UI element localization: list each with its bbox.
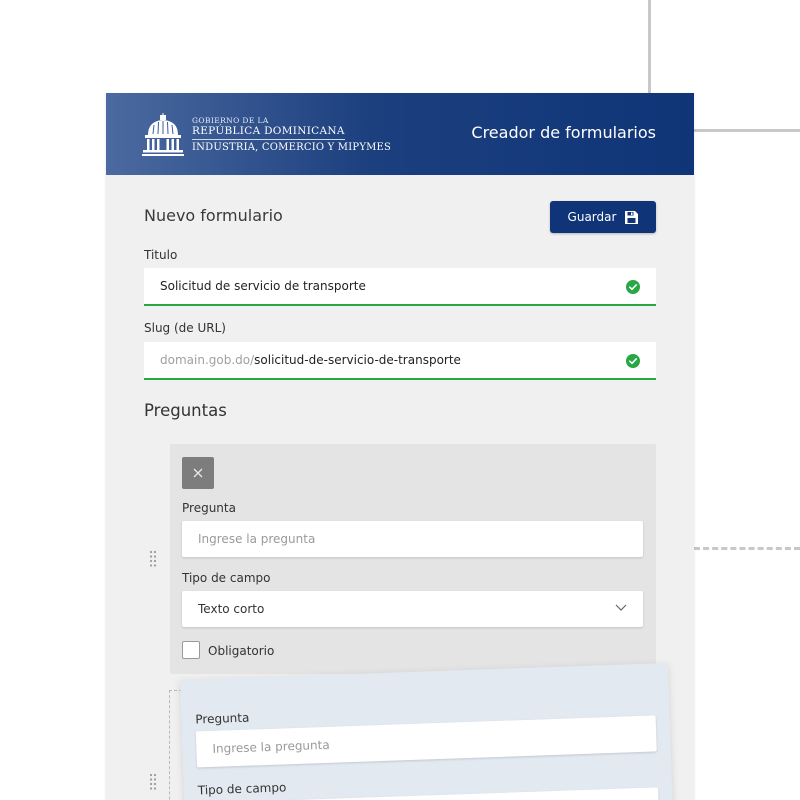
slug-domain-prefix: domain.gob.do/ [160, 353, 255, 367]
field-type-label: Tipo de campo [197, 780, 287, 798]
title-field-label: Titulo [144, 248, 178, 262]
title-input[interactable] [144, 268, 656, 306]
floppy-disk-icon [625, 211, 638, 224]
close-icon [193, 468, 203, 478]
question-input-placeholder: Ingrese la pregunta [212, 737, 330, 756]
question-label: Pregunta [182, 501, 236, 515]
gov-ministry-name: INDUSTRIA, COMERCIO Y MIPYMES [192, 142, 392, 153]
slug-input[interactable] [144, 342, 656, 380]
gov-title-line1: GOBIERNO DE LA [192, 116, 269, 125]
slug-input-value: solicitud-de-servicio-de-transporte [254, 353, 461, 367]
save-button-label: Guardar [567, 210, 617, 224]
question-label: Pregunta [195, 710, 250, 727]
save-button[interactable] [550, 201, 656, 233]
question-input-placeholder: Ingrese la pregunta [198, 532, 316, 546]
questions-heading: Preguntas [144, 401, 227, 420]
chevron-down-icon [615, 604, 627, 612]
field-type-selected: Texto corto [198, 602, 265, 616]
title-input-value: Solicitud de servicio de transporte [160, 279, 366, 293]
field-type-label: Tipo de campo [182, 571, 271, 585]
remove-question-button[interactable] [182, 457, 214, 489]
check-circle-icon [626, 280, 640, 294]
check-circle-icon [626, 354, 640, 368]
form-heading: Nuevo formulario [144, 206, 283, 225]
app-title: Creador de formularios [471, 123, 656, 142]
drag-handle-icon[interactable] [149, 773, 157, 791]
decorative-dashed-line [694, 547, 800, 550]
app-header [106, 93, 694, 175]
dragging-question-card[interactable] [180, 663, 673, 800]
required-checkbox-label: Obligatorio [208, 644, 275, 658]
drag-handle-icon[interactable] [149, 550, 157, 568]
gov-title-line2: REPÚBLICA DOMINICANA [192, 125, 345, 140]
slug-field-label: Slug (de URL) [144, 321, 226, 335]
field-type-select[interactable] [182, 591, 643, 627]
question-card [170, 444, 656, 674]
question-input[interactable] [182, 521, 643, 557]
question-input[interactable] [196, 715, 657, 767]
government-palace-icon [142, 113, 184, 157]
required-checkbox[interactable] [182, 641, 200, 659]
